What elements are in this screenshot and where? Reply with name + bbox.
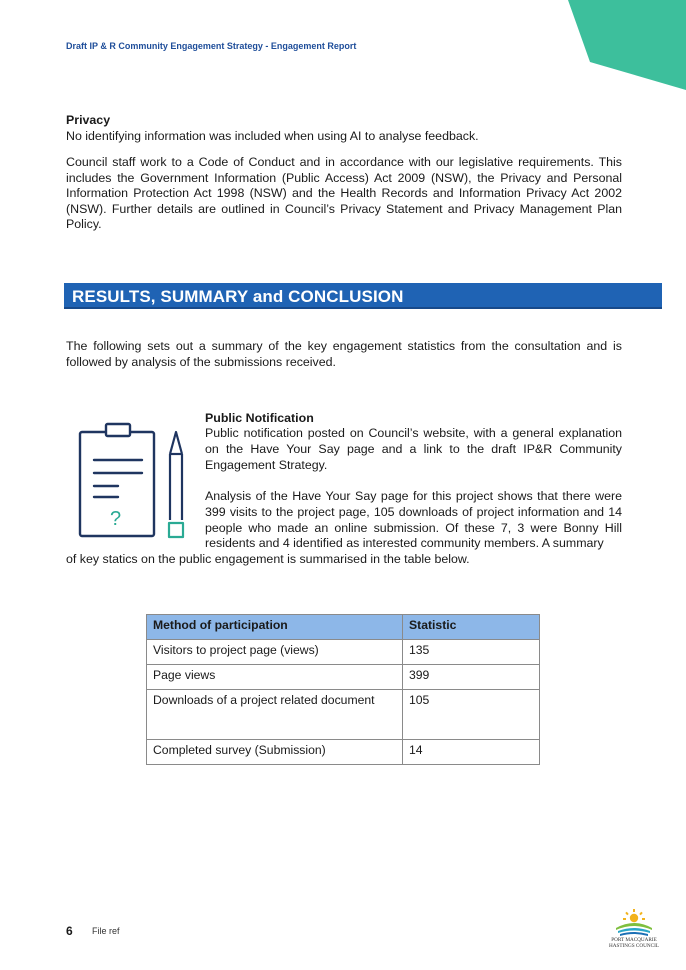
privacy-line: No identifying information was included when using AI to analyse feedback. xyxy=(66,129,479,143)
document-header: Draft IP & R Community Engagement Strategy - Engagement Report xyxy=(66,41,357,51)
table-row xyxy=(147,740,540,765)
logo-line-1: PORT MACQUARIE xyxy=(611,937,657,943)
privacy-heading: Privacy xyxy=(66,113,111,127)
notification-paragraph: Public notification posted on Council’s website, with a general explanation on the Have Your Say page and a link to the draft IP&R Community Engagement Strategy. xyxy=(205,426,622,472)
question-mark-icon: ? xyxy=(110,508,122,530)
table-cell: Downloads of a project related document xyxy=(147,690,403,740)
table-cell: 399 xyxy=(403,665,540,690)
notification-analysis: Analysis of the Have Your Say page for this project shows that there were 399 visits to the project page, 105 downloads of project information and 14 people who made an online submission. Of these 7, 3 were Bonny Hill residents and 4 identified as interested community members. A summary xyxy=(205,489,622,551)
table-header-row xyxy=(147,615,540,640)
section-title: RESULTS, SUMMARY and CONCLUSION xyxy=(72,287,404,306)
council-logo-text xyxy=(600,937,668,949)
section-banner xyxy=(64,283,662,309)
table-cell: 135 xyxy=(403,640,540,665)
table-header: Statistic xyxy=(403,615,540,640)
corner-decoration xyxy=(568,0,686,90)
table-row xyxy=(147,640,540,665)
table-cell: Page views xyxy=(147,665,403,690)
statistics-table xyxy=(146,614,540,765)
table-row xyxy=(147,665,540,690)
table-cell: 105 xyxy=(403,690,540,740)
section-intro: The following sets out a summary of the key engagement statistics from the consultation and is followed by analysis of the submissions received. xyxy=(66,339,622,369)
table-cell: Completed survey (Submission) xyxy=(147,740,403,765)
table-header: Method of participation xyxy=(147,615,403,640)
logo-line-2: HASTINGS COUNCIL xyxy=(608,943,659,950)
privacy-paragraph: Council staff work to a Code of Conduct and in accordance with our legislative requirements. This includes the Government Information (Public Access) Act 2009 (NSW), the Privacy and Personal Information Protection Act 1998 (NSW) and the Health Records and Information Privacy Act 2002 (NSW). Further details are outlined in Council’s Privacy Statement and Privacy Management Plan Policy. xyxy=(66,155,622,231)
file-ref: File ref xyxy=(92,926,120,936)
table-cell: Visitors to project page (views) xyxy=(147,640,403,665)
table-row xyxy=(147,690,540,740)
pencil-icon xyxy=(169,432,183,537)
notification-analysis-continued: of key statics on the public engagement is summarised in the table below. xyxy=(66,552,470,566)
notification-heading: Public Notification xyxy=(205,411,314,425)
page-number: 6 xyxy=(66,924,73,938)
table-cell: 14 xyxy=(403,740,540,765)
clipboard-pencil-illustration xyxy=(74,422,192,544)
